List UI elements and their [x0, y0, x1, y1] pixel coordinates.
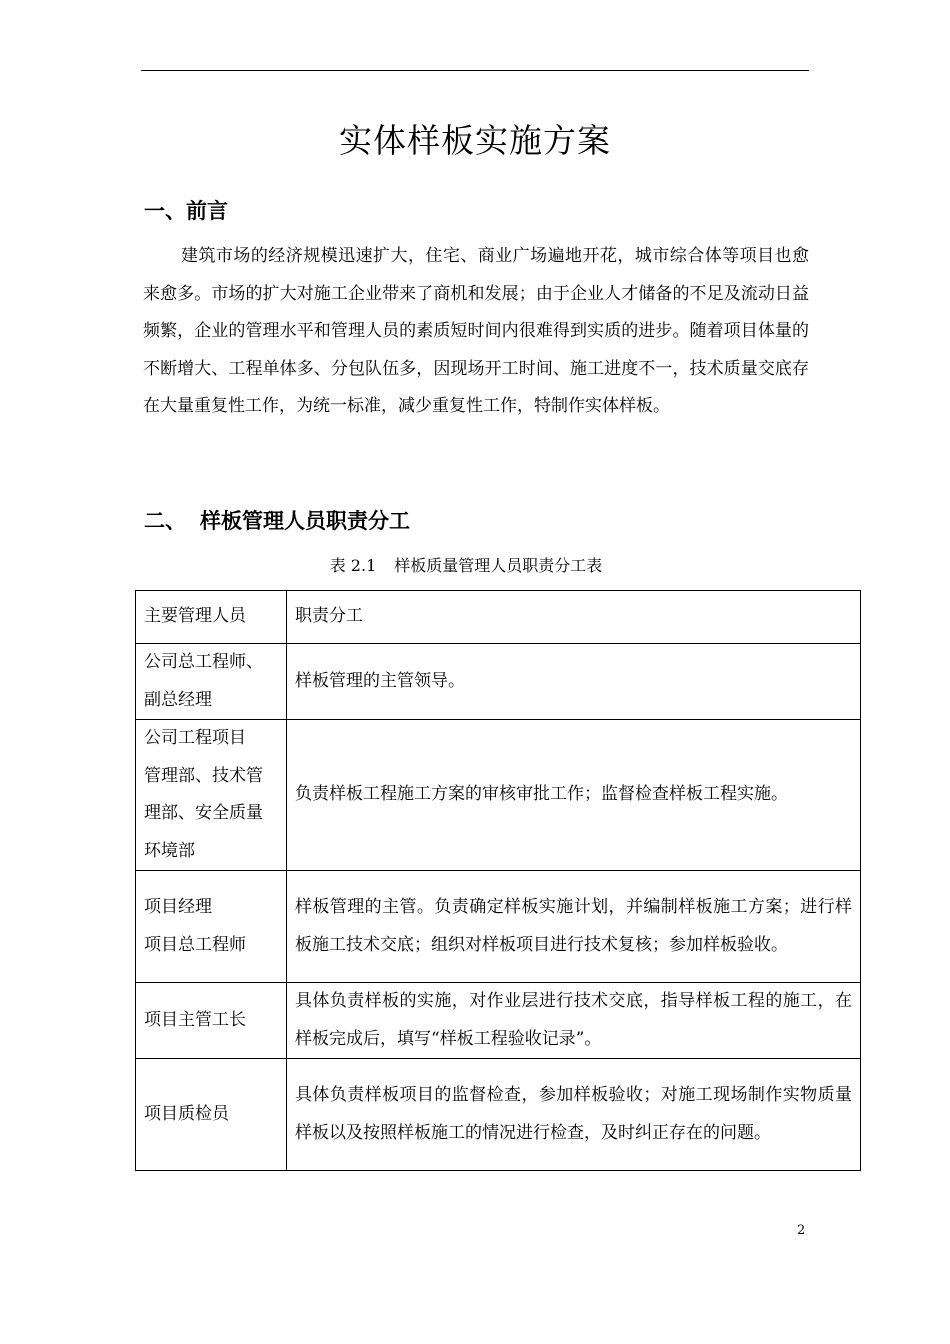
- duty-cell: 具体负责样板项目的监督检查，参加样板验收；对施工现场制作实物质量样板以及按照样板施工的情况进行检查，及时纠正存在的问题。: [287, 1059, 861, 1171]
- duty-cell: 样板管理的主管。负责确定样板实施计划，并编制样板施工方案；进行样板施工技术交底；组织对样板项目进行技术复核；参加样板验收。: [287, 871, 861, 983]
- role-line: 项目总工程师: [144, 934, 246, 955]
- role-line: 理部、安全质量: [144, 803, 263, 823]
- role-cell: [136, 871, 287, 983]
- role-cell: [136, 720, 287, 871]
- document-title: 实体样板实施方案: [339, 121, 611, 160]
- duty-table: [135, 590, 861, 1171]
- preface-paragraph: 建筑市场的经济规模迅速扩大，住宅、商业广场遍地开花，城市综合体等项目也愈来愈多。市场的扩大对施工企业带来了商机和发展；由于企业人才储备的不足及流动日益频繁，企业的管理水平和管理人员的素质短时间内很难得到实质的进步。随着项目体量的不断增大、工程单体多、分包队伍多，因现场开工时间、施工进度不一，技术质量交底存在大量重复性工作，为统一标准，减少重复性工作，特制作实体样板。: [143, 246, 809, 416]
- table-caption: [0, 553, 932, 579]
- table-row: [136, 871, 861, 983]
- table-caption-text: 样板质量管理人员职责分工表: [394, 556, 603, 575]
- section-heading-preface: 一、前言: [144, 199, 228, 223]
- role-line: 公司总工程师、: [144, 652, 263, 672]
- role-line: 项目主管工长: [144, 1009, 246, 1030]
- duty-cell: 具体负责样板的实施，对作业层进行技术交底，指导样板工程的施工，在样板完成后，填写“样板工程验收记录”。: [287, 983, 861, 1059]
- table-caption-number: 表 2.1: [329, 556, 377, 575]
- role-line: 管理部、技术管: [144, 765, 263, 786]
- role-cell: [136, 1059, 287, 1171]
- role-line: 项目质检员: [144, 1103, 229, 1124]
- role-line: 环境部: [144, 840, 195, 861]
- page-number: 2: [797, 1223, 806, 1238]
- table-row: [136, 644, 861, 720]
- role-line: 副总经理: [144, 689, 212, 710]
- header-rule: [141, 70, 809, 71]
- section-heading-duties: [144, 506, 410, 536]
- header-duty-cell: 职责分工: [287, 591, 861, 644]
- section-number: 二、: [144, 509, 186, 533]
- table-row: [136, 1059, 861, 1171]
- role-cell: [136, 983, 287, 1059]
- section-title: 样板管理人员职责分工: [200, 509, 410, 533]
- table-row: [136, 983, 861, 1059]
- duty-cell: 负责样板工程施工方案的审核审批工作；监督检查样板工程实施。: [287, 720, 861, 871]
- role-line: 公司工程项目: [144, 728, 246, 748]
- header-role-cell: 主要管理人员: [136, 591, 287, 644]
- role-cell: [136, 644, 287, 720]
- duty-cell: 样板管理的主管领导。: [287, 644, 861, 720]
- table-row: [136, 720, 861, 871]
- table-header-row: [136, 591, 861, 644]
- role-line: 项目经理: [144, 897, 212, 917]
